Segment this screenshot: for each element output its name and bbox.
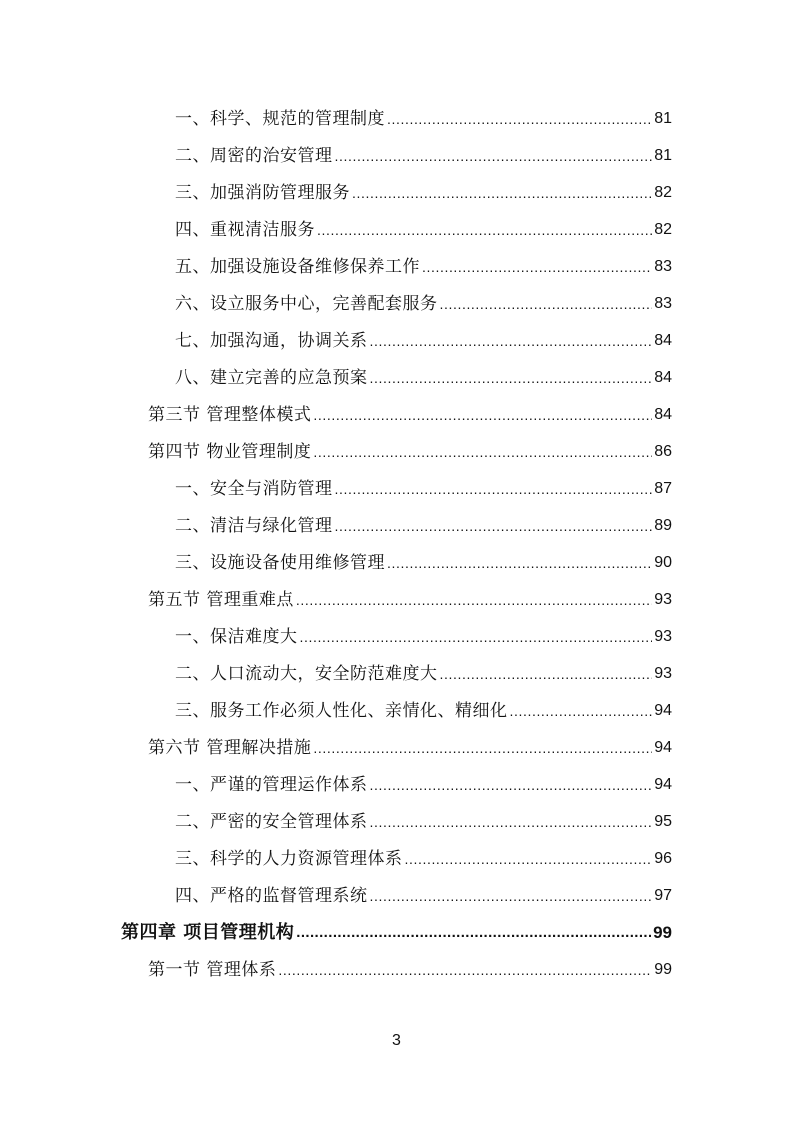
toc-entry-title: 一、保洁难度大 [175,627,298,647]
toc-entry-title: 三、加强消防管理服务 [175,183,350,203]
toc-entry-page: 99 [653,923,672,942]
page-number: 3 [392,1032,401,1049]
toc-entry-page: 99 [654,961,672,978]
dot-leader [370,811,653,833]
toc-entry-title: 一、科学、规范的管理制度 [175,109,385,129]
toc-entry[interactable] [175,285,672,315]
dot-leader [278,959,652,981]
toc-entry-title: 第四节 物业管理制度 [148,442,312,462]
toc-entry-title: 一、严谨的管理运作体系 [175,775,368,795]
dot-leader [317,219,652,241]
dot-leader [405,848,653,870]
toc-section-entry[interactable] [148,951,672,981]
toc-entry-page: 81 [654,110,672,127]
toc-entry-page: 83 [654,258,672,275]
toc-section-entry[interactable] [148,396,672,426]
toc-entry-page: 93 [654,665,672,682]
toc-entry[interactable] [175,544,672,574]
dot-leader [387,108,652,130]
toc-entry-page: 94 [654,776,672,793]
toc-entry[interactable] [175,655,672,685]
dot-leader [510,700,653,722]
toc-entry-title: 三、科学的人力资源管理体系 [175,849,403,869]
toc-entry[interactable] [175,470,672,500]
toc-entry-title: 六、设立服务中心，完善配套服务 [175,294,438,314]
dot-leader [440,663,653,685]
toc-entry[interactable] [175,877,672,907]
toc-entry-page: 84 [654,332,672,349]
toc-entry-title: 第四章 项目管理机构 [121,922,295,943]
toc-entry-title: 四、严格的监督管理系统 [175,886,368,906]
dot-leader [370,367,653,389]
dot-leader [313,441,652,463]
toc-entry-title: 八、建立完善的应急预案 [175,368,368,388]
toc-entry-title: 七、加强沟通，协调关系 [175,331,368,351]
toc-entry[interactable] [175,322,672,352]
toc-entry-page: 94 [654,739,672,756]
toc-entry-title: 二、周密的治安管理 [175,146,333,166]
toc-entry-title: 第一节 管理体系 [148,960,277,980]
toc-entry-page: 89 [654,517,672,534]
toc-entry-title: 二、人口流动大，安全防范难度大 [175,664,438,684]
toc-entry[interactable] [175,692,672,722]
toc-entry-title: 二、严密的安全管理体系 [175,812,368,832]
toc-entry-page: 90 [654,554,672,571]
toc-entry[interactable] [175,174,672,204]
toc-entry-title: 五、加强设施设备维修保养工作 [175,257,420,277]
toc-entry-page: 84 [654,406,672,423]
toc-entry-page: 97 [654,887,672,904]
toc-section-entry[interactable] [148,729,672,759]
toc-entry-page: 82 [654,184,672,201]
toc-entry-page: 84 [654,369,672,386]
toc-entry[interactable] [175,840,672,870]
dot-leader [313,404,652,426]
toc-entry[interactable] [175,100,672,130]
toc-entry-title: 第五节 管理重难点 [148,590,294,610]
dot-leader [313,737,652,759]
toc-chapter-entry[interactable] [121,914,672,944]
dot-leader [300,626,653,648]
toc-entry[interactable] [175,248,672,278]
toc-entry[interactable] [175,137,672,167]
toc-entry-title: 二、清洁与绿化管理 [175,516,333,536]
dot-leader [296,589,652,611]
toc-entry-page: 95 [654,813,672,830]
toc-entry[interactable] [175,211,672,241]
dot-leader [370,885,653,907]
toc-entry[interactable] [175,618,672,648]
toc-entry-title: 第三节 管理整体模式 [148,405,312,425]
toc-entry-page: 93 [654,628,672,645]
dot-leader [422,256,652,278]
dot-leader [335,145,653,167]
dot-leader [370,330,653,352]
dot-leader [387,552,652,574]
toc-section-entry[interactable] [148,433,672,463]
toc-entry[interactable] [175,507,672,537]
dot-leader [440,293,653,315]
toc-entry-page: 86 [654,443,672,460]
dot-leader [370,774,653,796]
toc-entry[interactable] [175,803,672,833]
dot-leader [335,478,653,500]
dot-leader [296,922,651,944]
toc-entry-page: 94 [654,702,672,719]
toc-entry-title: 三、服务工作必须人性化、亲情化、精细化 [175,701,508,721]
toc-entry-title: 一、安全与消防管理 [175,479,333,499]
toc-entry-title: 第六节 管理解决措施 [148,738,312,758]
dot-leader [352,182,652,204]
toc-entry-page: 83 [654,295,672,312]
toc-entry[interactable] [175,766,672,796]
toc-entry-page: 82 [654,221,672,238]
toc-entry-title: 三、设施设备使用维修管理 [175,553,385,573]
toc-entry-page: 93 [654,591,672,608]
toc-entry[interactable] [175,359,672,389]
dot-leader [335,515,653,537]
toc-entry-page: 81 [654,147,672,164]
toc-entry-page: 96 [654,850,672,867]
toc-entry-page: 87 [654,480,672,497]
toc-entry-title: 四、重视清洁服务 [175,220,315,240]
toc-section-entry[interactable] [148,581,672,611]
